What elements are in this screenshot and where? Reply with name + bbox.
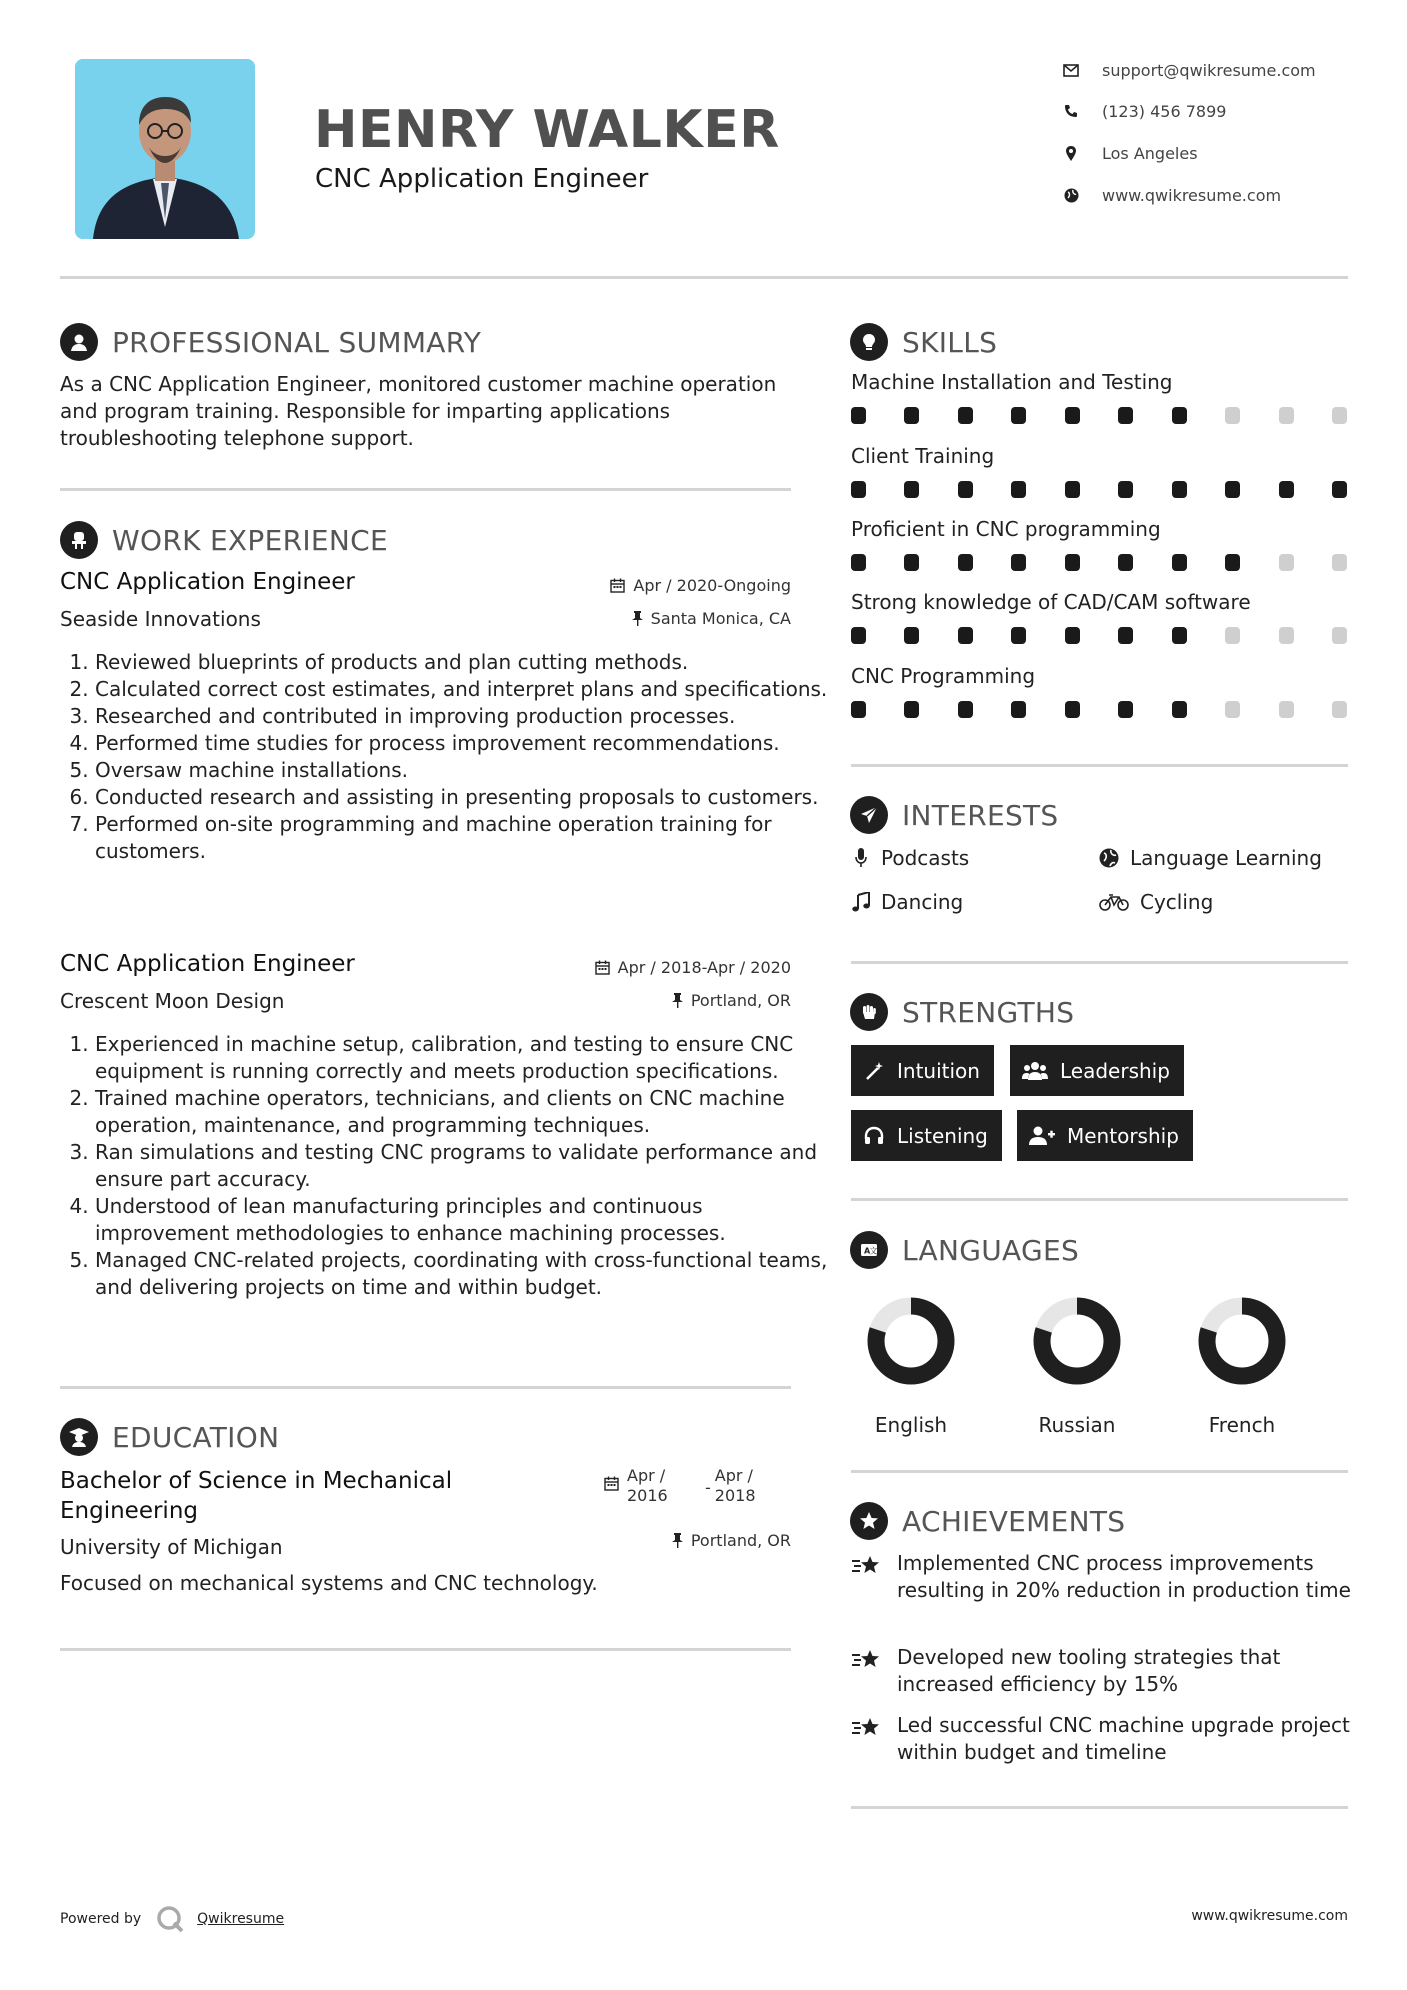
location-text: Los Angeles	[1102, 143, 1198, 163]
rating-dot-filled	[1172, 701, 1187, 718]
paper-plane-icon	[850, 796, 888, 834]
calendar-icon	[610, 578, 625, 593]
rating-dot-filled	[1065, 701, 1080, 718]
skill-name: Proficient in CNC programming	[851, 517, 1161, 541]
rating-dot-filled	[851, 481, 866, 498]
contact-email[interactable]	[1062, 55, 1316, 85]
footer-branding	[60, 1904, 284, 1934]
company-name: Seaside Innovations	[60, 607, 261, 631]
candidate-title: CNC Application Engineer	[315, 164, 649, 194]
rating-dot-filled	[1225, 481, 1240, 498]
list-item: 1. Experienced in machine setup, calibration, and testing to ensure CNC equipment is running correctly and meets production specifications.	[95, 1031, 830, 1085]
rating-dot-filled	[1065, 554, 1080, 571]
interest-item: Cycling	[1098, 890, 1213, 914]
section-languages-heading	[850, 1230, 1079, 1270]
list-item: 1. Reviewed blueprints of products and plan cutting methods.	[95, 649, 830, 676]
achievement-item: Led successful CNC machine upgrade project within budget and timeline	[851, 1712, 1351, 1766]
phone-icon	[1062, 102, 1080, 120]
rating-dot-filled	[1118, 481, 1133, 498]
skill-item	[851, 370, 1347, 424]
language-proficiency-ring	[1027, 1291, 1127, 1391]
list-item: 5. Oversaw machine installations.	[95, 757, 830, 784]
rating-dot-filled	[1011, 481, 1026, 498]
rating-dot-filled	[1118, 554, 1133, 571]
rating-dot-filled	[1065, 481, 1080, 498]
divider	[851, 961, 1348, 964]
degree-title: Bachelor of Science in Mechanical Engineering	[60, 1468, 453, 1524]
footer-url[interactable]: www.qwikresume.com	[1191, 1908, 1348, 1924]
language-name: Russian	[1038, 1413, 1116, 1437]
section-title: ACHIEVEMENTS	[902, 1504, 1126, 1538]
rating-dot-empty	[1225, 627, 1240, 644]
shooting-star-icon	[851, 1712, 885, 1766]
calendar-icon	[595, 960, 610, 975]
fist-icon	[850, 993, 888, 1031]
section-title: EDUCATION	[112, 1420, 280, 1454]
profile-photo	[75, 59, 255, 239]
brand-link[interactable]: Qwikresume	[197, 1911, 285, 1927]
skill-name: Client Training	[851, 444, 995, 468]
education-end: Apr / 2018	[714, 1466, 756, 1505]
shooting-star-icon	[851, 1550, 885, 1604]
rating-dot-filled	[1332, 481, 1347, 498]
globe-icon	[1098, 847, 1120, 869]
divider	[851, 764, 1348, 767]
bicycle-icon	[1098, 891, 1130, 913]
qwikresume-logo-icon	[155, 1904, 185, 1934]
user-plus-icon	[1029, 1125, 1055, 1147]
list-item: 3. Ran simulations and testing CNC programs to validate performance and ensure part accuracy.	[95, 1139, 830, 1193]
rating-dot-filled	[1011, 554, 1026, 571]
education-start: Apr / 2016	[627, 1466, 668, 1505]
divider	[60, 488, 791, 491]
list-item: 7. Performed on-site programming and machine operation training for customers.	[95, 811, 830, 865]
education-dates	[604, 1466, 765, 1506]
section-title: LANGUAGES	[902, 1233, 1080, 1267]
rating-dot-filled	[851, 407, 866, 424]
rating-dot-filled	[1172, 554, 1187, 571]
pushpin-icon	[632, 611, 643, 626]
divider	[851, 1198, 1348, 1201]
divider	[851, 1806, 1348, 1809]
rating-dot-filled	[1065, 407, 1080, 424]
lightbulb-icon	[850, 323, 888, 361]
rating-dot-empty	[1225, 701, 1240, 718]
rating-dot-empty	[1332, 627, 1347, 644]
section-title: SKILLS	[902, 325, 998, 359]
language-proficiency-ring	[1192, 1291, 1292, 1391]
rating-dot-filled	[958, 627, 973, 644]
rating-dot-empty	[1332, 701, 1347, 718]
rating-dot-filled	[1118, 407, 1133, 424]
contact-website[interactable]	[1062, 180, 1281, 210]
skill-item	[851, 664, 1347, 718]
rating-dot-filled	[958, 481, 973, 498]
rating-dot-filled	[904, 554, 919, 571]
translate-icon	[850, 1231, 888, 1269]
job-dates: Apr / 2020-Ongoing	[610, 576, 791, 595]
strength-badge: Listening	[851, 1110, 1002, 1161]
language-name: French	[1208, 1413, 1276, 1437]
job-responsibilities	[60, 649, 830, 865]
list-item: 5. Managed CNC-related projects, coordinating with cross-functional teams, and delivering projects on time and within budget.	[95, 1247, 830, 1301]
svg-text:A: A	[864, 1246, 871, 1256]
powered-by-text: Powered by	[60, 1911, 142, 1927]
email-text: support@qwikresume.com	[1102, 60, 1316, 80]
contact-location	[1062, 138, 1198, 168]
rating-dot-filled	[904, 407, 919, 424]
summary-text: As a CNC Application Engineer, monitored customer machine operation and program training. Responsible for imparting applications troubleshooting telephone support.	[60, 372, 777, 450]
divider	[60, 1386, 791, 1389]
section-title: WORK EXPERIENCE	[112, 523, 388, 557]
magic-wand-icon	[863, 1060, 885, 1082]
globe-icon	[1062, 186, 1080, 204]
candidate-name: HENRY WALKER	[314, 100, 780, 160]
rating-dot-filled	[1172, 627, 1187, 644]
user-icon	[60, 323, 98, 361]
contact-phone[interactable]	[1062, 96, 1226, 126]
list-item: 4. Understood of lean manufacturing principles and continuous improvement methodologies to enhance machining processes.	[95, 1193, 830, 1247]
interest-item: Podcasts	[851, 846, 969, 870]
headphones-icon	[863, 1125, 885, 1147]
rating-dot-filled	[851, 627, 866, 644]
divider	[60, 1648, 791, 1651]
list-item: 4. Performed time studies for process improvement recommendations.	[95, 730, 830, 757]
rating-dot-empty	[1279, 407, 1294, 424]
education-location: Portland, OR	[672, 1531, 791, 1550]
rating-dot-filled	[851, 554, 866, 571]
list-item: 6. Conducted research and assisting in presenting proposals to customers.	[95, 784, 830, 811]
education-note: Focused on mechanical systems and CNC technology.	[60, 1571, 598, 1595]
language-name: English	[874, 1413, 948, 1437]
section-title: PROFESSIONAL SUMMARY	[112, 325, 482, 359]
strength-badge: Intuition	[851, 1045, 994, 1096]
pushpin-icon	[672, 993, 683, 1008]
section-education-heading	[60, 1417, 279, 1457]
language-item	[1182, 1291, 1302, 1437]
rating-dot-filled	[1118, 701, 1133, 718]
job-dates: Apr / 2018-Apr / 2020	[595, 958, 791, 977]
rating-dot-filled	[958, 701, 973, 718]
rating-dot-empty	[1332, 407, 1347, 424]
svg-text:文: 文	[869, 1246, 878, 1256]
phone-text: (123) 456 7899	[1102, 101, 1227, 121]
website-text: www.qwikresume.com	[1102, 185, 1282, 205]
section-experience-heading	[60, 520, 388, 560]
section-interests-heading	[850, 795, 1059, 835]
rating-dot-filled	[1172, 481, 1187, 498]
map-pin-icon	[1062, 144, 1080, 162]
skill-rating	[851, 481, 1347, 498]
graduate-icon	[60, 1418, 98, 1456]
rating-dot-filled	[1172, 407, 1187, 424]
shooting-star-icon	[851, 1644, 885, 1698]
section-title: STRENGTHS	[902, 995, 1075, 1029]
rating-dot-empty	[1279, 701, 1294, 718]
header-divider	[60, 276, 1348, 279]
skill-rating	[851, 554, 1347, 571]
skill-rating	[851, 407, 1347, 424]
rating-dot-filled	[904, 627, 919, 644]
skill-item	[851, 590, 1347, 644]
rating-dot-filled	[1011, 627, 1026, 644]
rating-dot-filled	[1065, 627, 1080, 644]
interest-item: Dancing	[851, 890, 963, 914]
rating-dot-filled	[958, 407, 973, 424]
rating-dot-filled	[904, 481, 919, 498]
section-summary-heading	[60, 322, 481, 362]
music-icon	[851, 891, 871, 913]
strength-badge: Leadership	[1010, 1045, 1184, 1096]
rating-dot-filled	[1011, 407, 1026, 424]
pushpin-icon	[672, 1533, 683, 1548]
section-strengths-heading	[850, 992, 1074, 1032]
list-item: 2. Calculated correct cost estimates, and interpret plans and specifications.	[95, 676, 830, 703]
language-item	[851, 1291, 971, 1437]
divider	[851, 1470, 1348, 1473]
rating-dot-filled	[904, 701, 919, 718]
job-location: Santa Monica, CA	[632, 609, 791, 628]
skill-rating	[851, 627, 1347, 644]
briefcase-chair-icon	[60, 521, 98, 559]
job-title: CNC Application Engineer	[60, 951, 355, 977]
job-responsibilities	[60, 1031, 830, 1301]
rating-dot-filled	[1279, 481, 1294, 498]
rating-dot-empty	[1279, 627, 1294, 644]
star-badge-icon	[850, 1502, 888, 1540]
date-separator: -	[705, 1478, 711, 1497]
section-title: INTERESTS	[902, 798, 1059, 832]
skill-item	[851, 444, 1347, 498]
language-proficiency-ring	[861, 1291, 961, 1391]
rating-dot-filled	[1118, 627, 1133, 644]
skill-rating	[851, 701, 1347, 718]
interest-item: Language Learning	[1098, 846, 1322, 870]
microphone-icon	[851, 847, 871, 869]
strength-badge: Mentorship	[1017, 1110, 1193, 1161]
achievement-item: Implemented CNC process improvements resulting in 20% reduction in production time	[851, 1550, 1351, 1604]
section-skills-heading	[850, 322, 997, 362]
rating-dot-empty	[1279, 554, 1294, 571]
company-name: Crescent Moon Design	[60, 989, 285, 1013]
calendar-icon	[604, 1476, 619, 1491]
skill-name: Machine Installation and Testing	[851, 370, 1173, 394]
school-name: University of Michigan	[60, 1535, 283, 1559]
list-item: 2. Trained machine operators, technicians, and clients on CNC machine operation, maintenance, and programming techniques.	[95, 1085, 830, 1139]
envelope-icon	[1062, 61, 1080, 79]
skill-name: CNC Programming	[851, 664, 1036, 688]
rating-dot-empty	[1225, 407, 1240, 424]
job-location: Portland, OR	[672, 991, 791, 1010]
person-portrait	[75, 59, 255, 239]
achievement-item: Developed new tooling strategies that increased efficiency by 15%	[851, 1644, 1351, 1698]
language-item	[1017, 1291, 1137, 1437]
list-item: 3. Researched and contributed in improving production processes.	[95, 703, 830, 730]
job-title: CNC Application Engineer	[60, 569, 355, 595]
section-achievements-heading	[850, 1501, 1125, 1541]
rating-dot-filled	[958, 554, 973, 571]
rating-dot-empty	[1332, 554, 1347, 571]
skill-name: Strong knowledge of CAD/CAM software	[851, 590, 1251, 614]
users-icon	[1022, 1060, 1048, 1082]
rating-dot-filled	[851, 701, 866, 718]
rating-dot-filled	[1011, 701, 1026, 718]
skill-item	[851, 517, 1347, 571]
rating-dot-filled	[1225, 554, 1240, 571]
